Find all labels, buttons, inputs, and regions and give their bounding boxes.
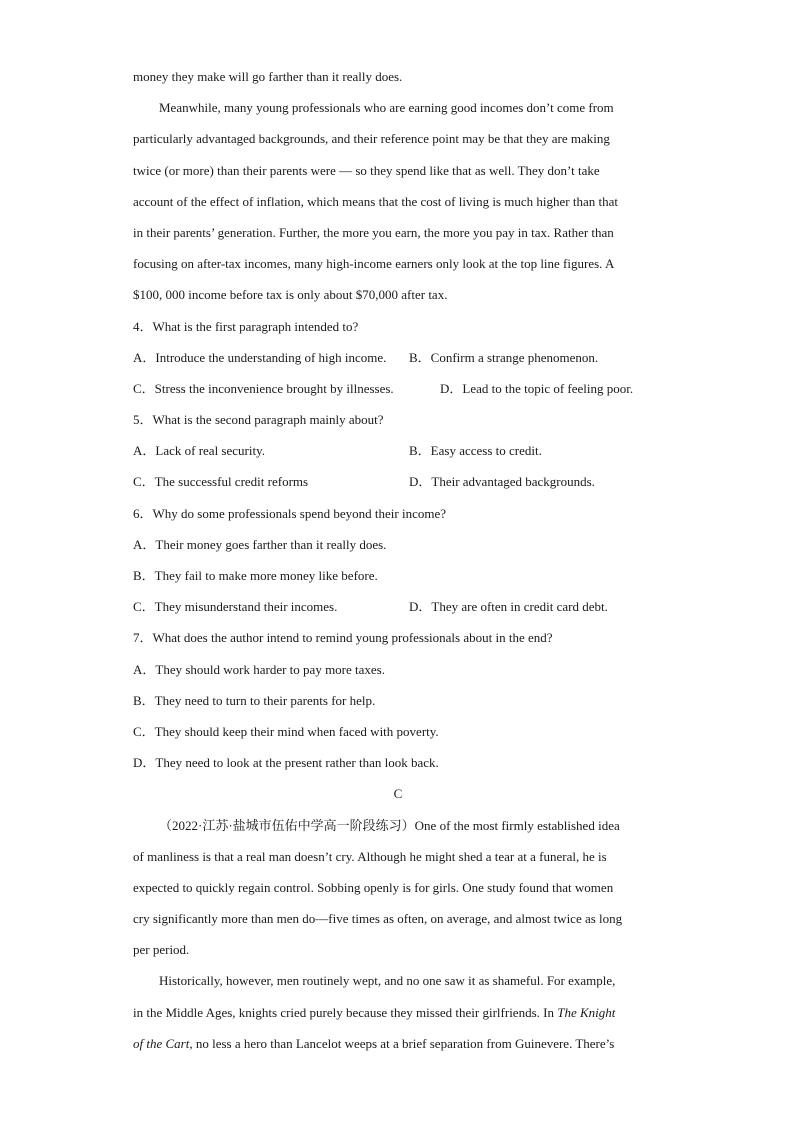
option-d[interactable]: D．Their advantaged backgrounds. <box>409 474 595 490</box>
book-title: The Knight <box>557 1004 616 1020</box>
option-c[interactable]: C．The successful credit reforms <box>133 474 309 490</box>
passage-c-line: of manliness is that a real man doesn’t cry. Although he might shed a tear at a funeral, he is <box>133 848 607 864</box>
question-4-options-cd <box>133 373 663 404</box>
passage-c-line <box>133 997 663 1028</box>
passage-b-line: particularly advantaged backgrounds, and their reference point may be that they are making <box>133 131 610 147</box>
section-label: C <box>393 786 403 802</box>
passage-c-line <box>133 810 663 841</box>
option-d[interactable]: D．Lead to the topic of feeling poor. <box>440 380 634 396</box>
option-a[interactable]: A．Their money goes farther than it really does. <box>133 536 387 552</box>
option-a[interactable]: A．They should work harder to pay more taxes. <box>133 661 385 677</box>
document-page <box>133 61 663 1059</box>
option-c[interactable]: C．They misunderstand their incomes. <box>133 599 338 615</box>
option-d[interactable]: D．They are often in credit card debt. <box>409 599 608 615</box>
passage-c-line: expected to quickly regain control. Sobbing openly is for girls. One study found that women <box>133 879 614 895</box>
question-5-stem: 5．What is the second paragraph mainly about? <box>133 412 384 428</box>
option-b[interactable]: B．Confirm a strange phenomenon. <box>409 349 599 365</box>
question-6-options-cd <box>133 591 663 622</box>
question-5-options-ab <box>133 435 663 466</box>
option-c[interactable]: C．Stress the inconvenience brought by illnesses. <box>133 380 394 396</box>
option-b[interactable]: B．Easy access to credit. <box>409 443 542 459</box>
passage-b-line: account of the effect of inflation, which means that the cost of living is much higher than that <box>133 193 618 209</box>
passage-source: （2022·江苏·盐城市伍佑中学高一阶段练习） <box>159 817 415 833</box>
option-c[interactable]: C．They should keep their mind when faced with poverty. <box>133 723 439 739</box>
passage-b-line: twice (or more) than their parents were — so they spend like that as well. They don’t take <box>133 162 600 178</box>
question-6-stem: 6．Why do some professionals spend beyond their income? <box>133 505 447 521</box>
passage-b-line: money they make will go farther than it really does. <box>133 69 403 84</box>
passage-b-line: in their parents’ generation. Further, the more you earn, the more you pay in tax. Rather than <box>133 224 614 240</box>
passage-c-line: cry significantly more than men do—five times as often, on average, and almost twice as long <box>133 911 623 927</box>
passage-b-line: Meanwhile, many young professionals who are earning good incomes don’t come from <box>159 100 614 116</box>
passage-b-line: focusing on after-tax incomes, many high-income earners only look at the top line figures. A <box>133 256 615 272</box>
passage-c-line: Historically, however, men routinely wept, and no one saw it as shameful. For example, <box>159 973 616 989</box>
question-5-options-cd <box>133 466 663 497</box>
option-a[interactable]: A．Introduce the understanding of high income. <box>133 349 387 365</box>
passage-c-text: in the Middle Ages, knights cried purely because they missed their girlfriends. In <box>133 1004 558 1020</box>
passage-c-line: per period. <box>133 942 190 958</box>
question-4-options-ab <box>133 342 663 373</box>
passage-c-line <box>133 1028 663 1059</box>
question-7-stem: 7．What does the author intend to remind young professionals about in the end? <box>133 630 553 646</box>
passage-c-text: , no less a hero than Lancelot weeps at a brief separation from Guinevere. There’s <box>189 1035 615 1051</box>
option-a[interactable]: A．Lack of real security. <box>133 443 265 459</box>
passage-b-line: $100, 000 income before tax is only about $70,000 after tax. <box>133 287 448 303</box>
book-title: of the Cart <box>133 1035 190 1051</box>
option-b[interactable]: B．They need to turn to their parents for help. <box>133 692 376 708</box>
option-d[interactable]: D．They need to look at the present rather than look back. <box>133 755 439 771</box>
option-b[interactable]: B．They fail to make more money like before. <box>133 568 378 583</box>
question-4-stem: 4．What is the first paragraph intended to? <box>133 318 359 334</box>
passage-c-text: One of the most firmly established idea <box>414 817 620 833</box>
